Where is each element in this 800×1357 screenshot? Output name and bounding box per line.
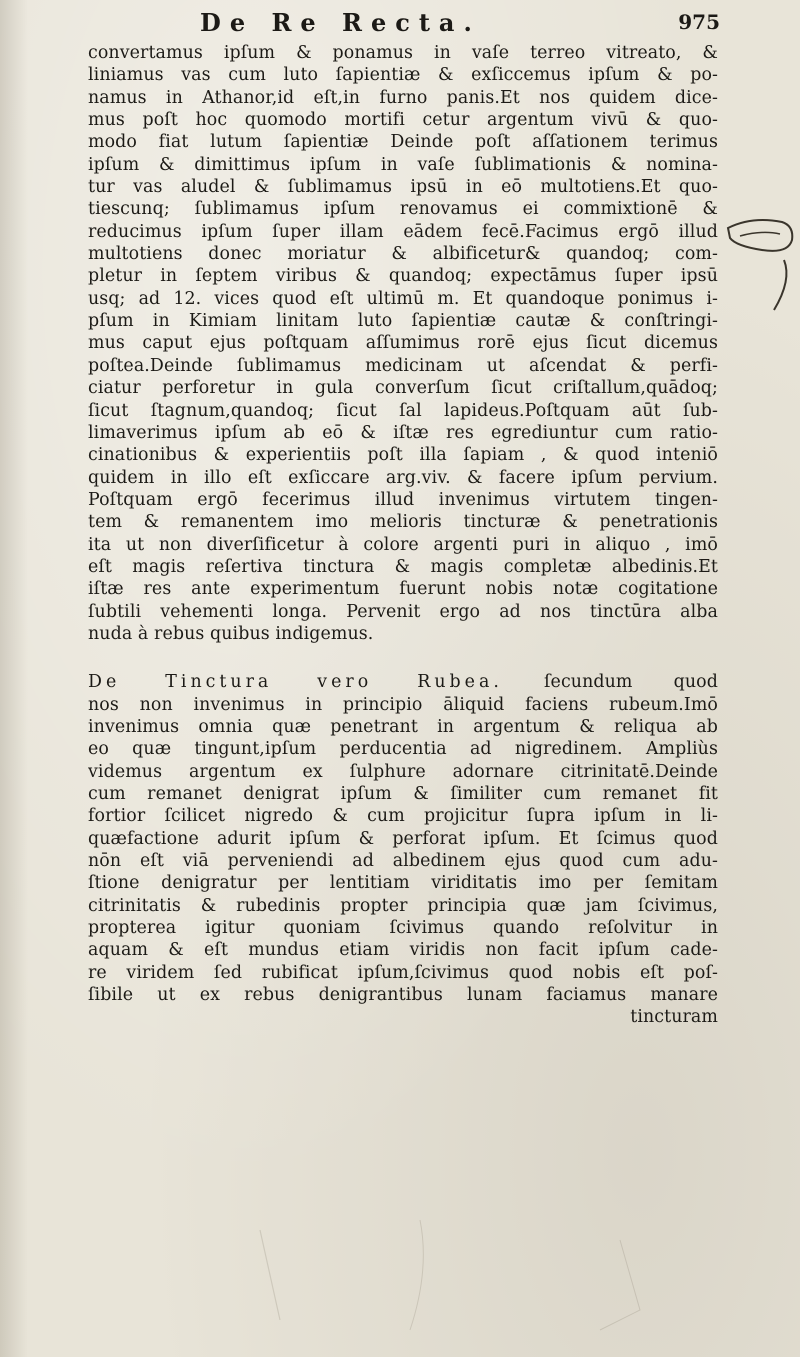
page-gutter-shadow xyxy=(0,0,28,1357)
text-line: eſt magis reſertiva tinctura & magis completæ albedinis.Et xyxy=(88,556,718,577)
text-line: fortior ſcilicet nigredo & cum projicitur ſupra ipſum in li- xyxy=(88,806,718,827)
section-gap xyxy=(88,645,718,671)
show-through-marks xyxy=(220,1210,740,1340)
text-line: invenimus omnia quæ penetrant in argentum & reliqua ab xyxy=(88,716,718,737)
text-line: nuda à rebus quibus indigemus. xyxy=(88,623,374,644)
text-line: aquam & eſt mundus etiam viridis non facit ipſum cade- xyxy=(88,940,718,961)
text-line: nōn eſt viā perveniendi ad albedinem ejus quod cum adu- xyxy=(88,851,718,872)
text-line: ſubtili vehementi longa. Pervenit ergo ad nos tinctūra alba xyxy=(88,601,718,622)
text-line: tiescunq; ſublimamus ipſum renovamus ei commixtionē & xyxy=(88,199,718,220)
text-line: citrinitatis & rubedinis propter principia quæ jam ſcivimus, xyxy=(88,895,718,916)
paragraph-white-tincture xyxy=(88,42,718,645)
section-heading: De Tinctura vero Rubea. xyxy=(88,672,503,693)
text-line: ipſum & dimittimus ipſum in vaſe ſublimationis & nomina- xyxy=(88,154,718,175)
text-line: quidem in illo eſt exſiccare arg.viv. & facere ipſum pervium. xyxy=(88,467,718,488)
text-line: eo quæ tingunt,ipſum perducentia ad nigredinem. Ampliùs xyxy=(88,739,718,760)
running-head xyxy=(200,8,720,40)
text-line: modo fiat lutum ſapientiæ Deinde poſt aſſationem terimus xyxy=(88,132,718,153)
text-line: propterea igitur quoniam ſcivimus quando reſolvitur in xyxy=(88,918,718,939)
text-line: cum remanet denigrat ipſum & ſimiliter cum remanet fit xyxy=(88,784,718,804)
page-number: 975 xyxy=(678,10,720,34)
text-line: usq; ad 12. vices quod eſt ultimū m. Et quandoque ponimus i- xyxy=(88,288,718,309)
text-line: pſum in Kimiam linitam luto ſapientiæ cautæ & conſtringi- xyxy=(88,311,718,332)
text-line: iſtæ res ante experimentum fuerunt nobis notæ cogitatione xyxy=(88,579,718,600)
text-line: ita ut non diverſificetur à colore argenti puri in aliquo , imō xyxy=(88,534,718,555)
text-line: ciatur perforetur in gula converſum ſicut criſtallum,quādoq; xyxy=(88,378,718,399)
text-line: ſicut ſtagnum,quandoq; ſicut ſal lapideus.Poſtquam aūt ſub- xyxy=(88,400,718,421)
text-line: liniamus vas cum luto ſapientiæ & exſiccemus ipſum & po- xyxy=(88,65,718,86)
section-heading-line xyxy=(88,671,718,693)
text-line: Poſtquam ergō fecerimus illud invenimus virtutem tingen- xyxy=(88,489,718,510)
text-line: namus in Athanor,id eſt,in furno panis.Et nos quidem dice- xyxy=(88,87,718,108)
body-text xyxy=(88,42,718,1029)
text-line: multotiens donec moriatur & albificetur& quandoq; com- xyxy=(88,244,718,265)
text-line: limaverimus ipſum ab eō & iſtæ res egrediuntur cum ratio- xyxy=(88,422,718,443)
paragraph-red-tincture xyxy=(88,694,718,1007)
text-line: quæfactione adurit ipſum & perforat ipſum. Et ſcimus quod xyxy=(88,828,718,849)
text-line: nos non invenimus in principio āliquid faciens rubeum.Imō xyxy=(88,694,718,715)
text-line: videmus argentum ex ſulphure adornare citrinitatē.Deinde xyxy=(88,761,718,782)
text-line: reducimus ipſum ſuper illam eādem fecē.Facimus ergō illud xyxy=(88,221,718,242)
text-line: pletur in ſeptem viribus & quandoq; expectāmus ſuper ipsū xyxy=(88,266,718,287)
catchword-line xyxy=(88,1006,718,1028)
running-title: De Re Recta. xyxy=(200,8,481,37)
catchword: tincturam xyxy=(630,1007,718,1028)
section-heading-continuation: ſecundum quod xyxy=(544,672,718,693)
text-line: convertamus ipſum & ponamus in vaſe terreo vitreato, & xyxy=(88,43,718,63)
text-line: ſibile ut ex rebus denigrantibus lunam faciamus manare xyxy=(88,985,718,1006)
text-line: tem & remanentem imo melioris tincturæ & penetrationis xyxy=(88,512,718,533)
ink-bleed-mark xyxy=(722,210,800,320)
text-line: mus poſt hoc quomodo mortifi cetur argentum vivū & quo- xyxy=(88,110,718,131)
text-line: ſtione denigratur per lentitiam viriditatis imo per ſemitam xyxy=(88,873,718,894)
text-line: cinationibus & experientiis poſt illa ſapiam , & quod inteniō xyxy=(88,445,718,466)
text-line: poſtea.Deinde ſublimamus medicinam ut aſcendat & perfi- xyxy=(88,355,718,376)
text-line: re viridem ſed rubificat ipſum,ſcivimus quod nobis eſt poſ- xyxy=(88,962,718,983)
text-line: tur vas aludel & ſublimamus ipsū in eō multotiens.Et quo- xyxy=(88,177,718,198)
text-line: mus caput ejus poſtquam aſſumimus rorē ejus ſicut dicemus xyxy=(88,333,718,354)
